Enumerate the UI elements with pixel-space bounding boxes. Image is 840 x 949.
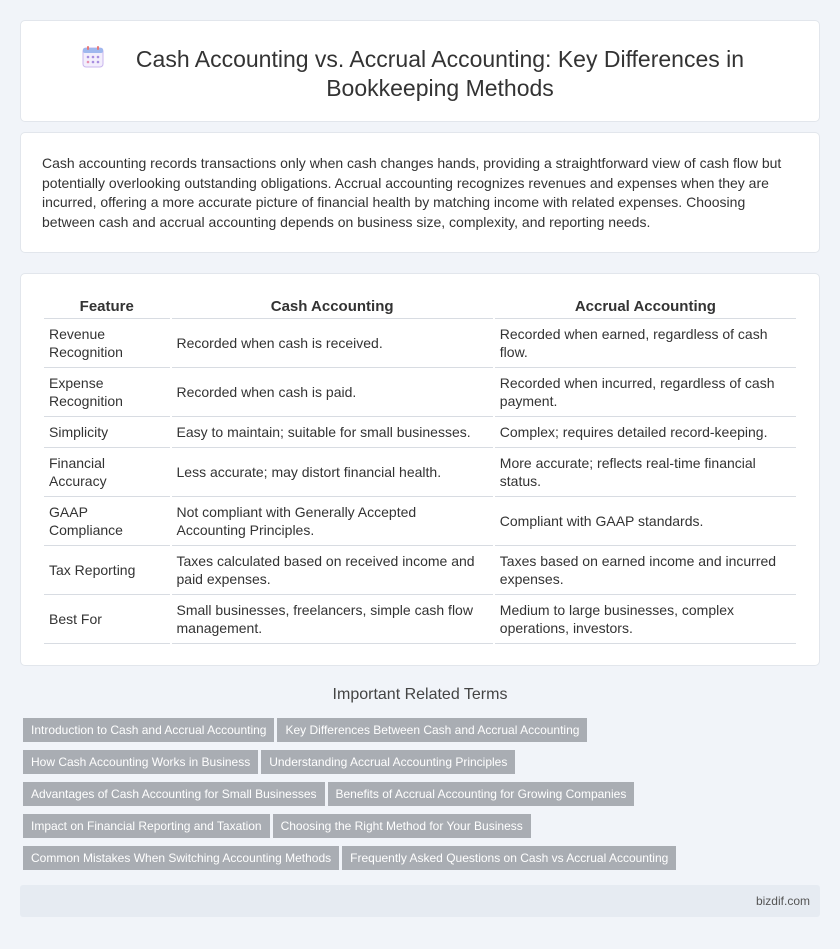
accrual-cell: Recorded when incurred, regardless of cash payment.	[495, 368, 796, 417]
cash-cell: Recorded when cash is paid.	[172, 368, 493, 417]
accrual-cell: Complex; requires detailed record-keeping.	[495, 417, 796, 448]
table-row	[44, 448, 796, 497]
feature-cell: Revenue Recognition	[44, 319, 170, 368]
related-term-link[interactable]: Understanding Accrual Accounting Principles	[261, 750, 515, 774]
related-term-link[interactable]: Key Differences Between Cash and Accrual Accounting	[277, 718, 587, 742]
footer-site-link[interactable]: bizdif.com	[755, 894, 810, 908]
related-term-link[interactable]: Impact on Financial Reporting and Taxation	[23, 814, 270, 838]
comparison-card	[20, 273, 820, 666]
page-title: Cash Accounting vs. Accrual Accounting: Key Differences in Bookkeeping Methods	[135, 46, 745, 101]
related-term-link[interactable]: Introduction to Cash and Accrual Accounting	[23, 718, 274, 742]
header-accrual: Accrual Accounting	[495, 294, 796, 319]
cash-cell: Recorded when cash is received.	[172, 319, 493, 368]
cash-cell: Small businesses, freelancers, simple cash flow management.	[172, 595, 493, 644]
related-term-link[interactable]: How Cash Accounting Works in Business	[23, 750, 258, 774]
related-term-link[interactable]: Advantages of Cash Accounting for Small Businesses	[23, 782, 325, 806]
cash-cell: Less accurate; may distort financial health.	[172, 448, 493, 497]
accrual-cell: Taxes based on earned income and incurred expenses.	[495, 546, 796, 595]
related-term-link[interactable]: Frequently Asked Questions on Cash vs Accrual Accounting	[342, 846, 676, 870]
related-term-link[interactable]: Benefits of Accrual Accounting for Growing Companies	[328, 782, 635, 806]
intro-paragraph: Cash accounting records transactions only when cash changes hands, providing a straightforward view of cash flow but potentially overlooking outstanding obligations. Accrual accounting recognizes revenues and expenses when they are incurred, offering a more accurate picture of financial health by matching income with related expenses. Choosing between cash and accrual accounting depends on business size, complexity, and reporting needs.	[42, 155, 782, 230]
related-term-link[interactable]: Choosing the Right Method for Your Business	[273, 814, 531, 838]
accrual-cell: More accurate; reflects real-time financial status.	[495, 448, 796, 497]
related-term-link[interactable]: Common Mistakes When Switching Accounting Methods	[23, 846, 339, 870]
table-row	[44, 595, 796, 644]
comparison-table	[42, 294, 798, 644]
title-card	[20, 20, 820, 122]
cash-cell: Not compliant with Generally Accepted Accounting Principles.	[172, 497, 493, 546]
related-terms-heading: Important Related Terms	[332, 686, 508, 703]
feature-cell: Tax Reporting	[44, 546, 170, 595]
table-row	[44, 368, 796, 417]
feature-cell: GAAP Compliance	[44, 497, 170, 546]
feature-cell: Expense Recognition	[44, 368, 170, 417]
feature-cell: Simplicity	[44, 417, 170, 448]
feature-cell: Financial Accuracy	[44, 448, 170, 497]
table-row	[44, 546, 796, 595]
intro-card	[20, 132, 820, 253]
header-feature: Feature	[44, 294, 170, 319]
accrual-cell: Compliant with GAAP standards.	[495, 497, 796, 546]
table-row	[44, 417, 796, 448]
related-terms-list	[23, 718, 823, 878]
footer	[20, 885, 820, 917]
feature-cell: Best For	[44, 595, 170, 644]
accrual-cell: Recorded when earned, regardless of cash flow.	[495, 319, 796, 368]
cash-cell: Taxes calculated based on received income and paid expenses.	[172, 546, 493, 595]
accrual-cell: Medium to large businesses, complex operations, investors.	[495, 595, 796, 644]
table-row	[44, 319, 796, 368]
header-cash: Cash Accounting	[172, 294, 493, 319]
table-row	[44, 497, 796, 546]
cash-cell: Easy to maintain; suitable for small businesses.	[172, 417, 493, 448]
